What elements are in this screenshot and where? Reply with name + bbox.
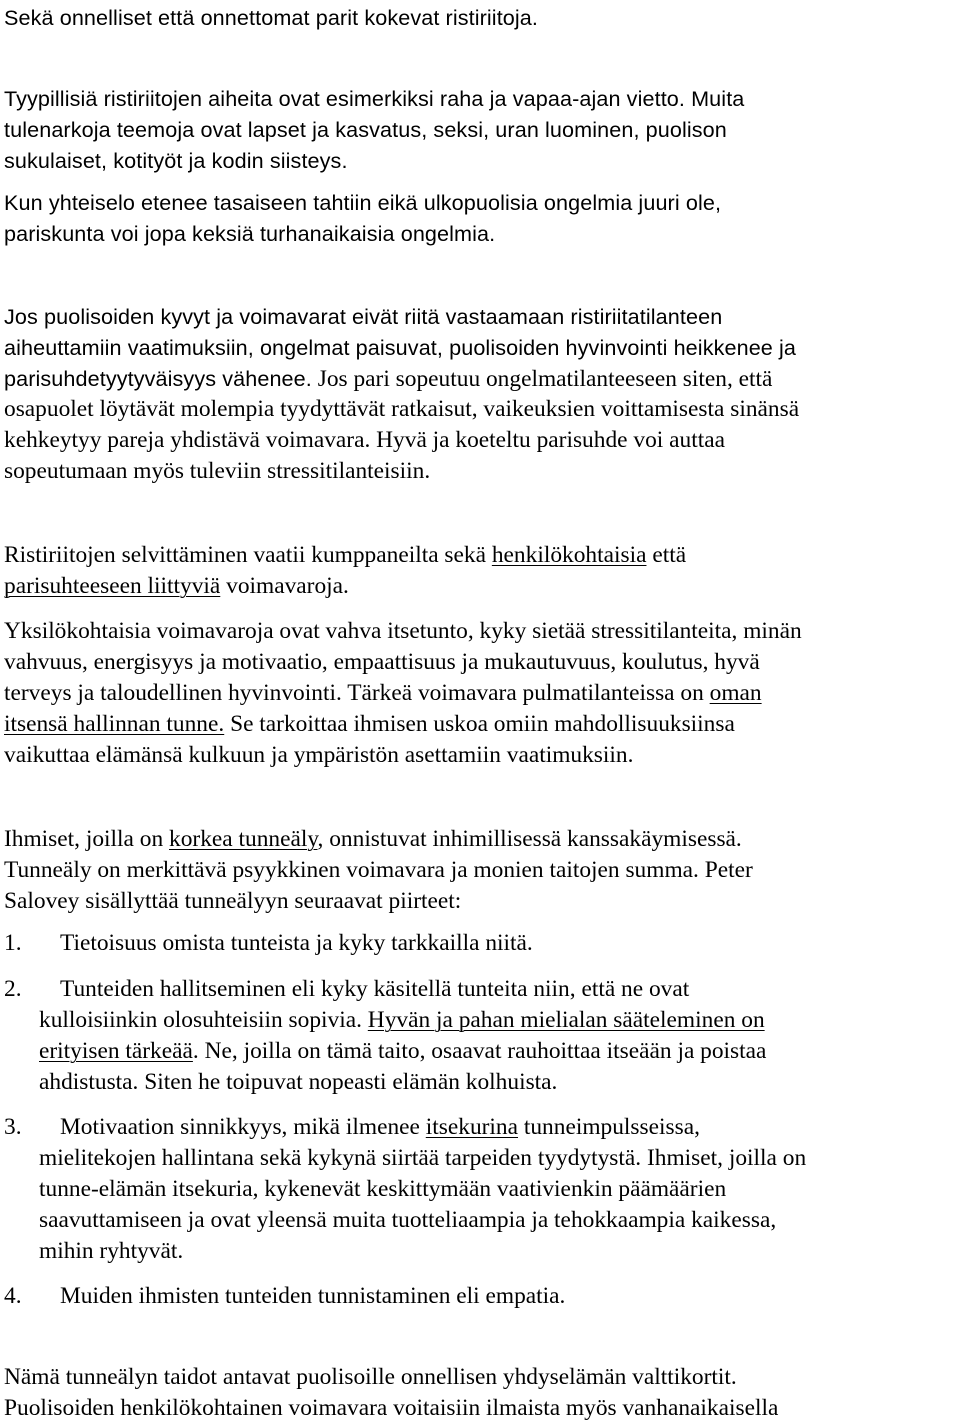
paragraph-emotional-intelligence	[4, 824, 960, 917]
text-segment: kulloisiinkin olosuhteisiin sopivia.	[39, 1007, 368, 1033]
text-line: Muiden ihmisten tunteiden tunnistaminen eli empatia.	[60, 1283, 566, 1309]
text-segment: parisuhdetyytyväisyys vähenee.	[4, 366, 312, 391]
text-segment: Ristiriitojen selvittäminen vaatii kumppaneilta sekä	[4, 542, 492, 568]
text-line: mielitekojen hallintana sekä kykynä siirtää tarpeiden tyydytystä. Ihmiset, joilla on	[39, 1145, 807, 1171]
text-line: sopeutumaan myös tuleviin stressitilanteisiin.	[4, 458, 431, 484]
link-itsekurina[interactable]: itsekurina	[425, 1114, 519, 1140]
text-line: sukulaiset, kotityöt ja kodin siisteys.	[4, 148, 348, 173]
paragraph-resolving-conflicts	[4, 540, 960, 602]
text-segment: Ihmiset, joilla on	[4, 826, 170, 852]
text-segment: että	[646, 542, 687, 568]
list-number: 4.	[4, 1283, 22, 1309]
text-line: Yksilökohtaisia voimavaroja ovat vahva itsetunto, kyky sietää stressitilanteita, minän	[4, 618, 802, 644]
paragraph-closing	[4, 1362, 960, 1424]
text-line: aiheuttamiin vaatimuksiin, ongelmat paisuvat, puolisoiden hyvinvointi heikkenee ja	[4, 335, 797, 360]
text-segment: , onnistuvat inhimillisessä kanssakäymisessä.	[317, 826, 742, 852]
text-line: Jos puolisoiden kyvyt ja voimavarat eivät riitä vastaamaan ristiriitatilanteen	[4, 304, 723, 329]
paragraph-conflict-topics	[4, 83, 960, 176]
list-number: 1.	[4, 930, 22, 956]
text-line: vahvuus, energisyys ja motivaatio, empaattisuus ja mukautuvuus, koulutus, hyvä	[4, 649, 760, 675]
text-line: Salovey sisällyttää tunneälyyn seuraavat piirteet:	[4, 888, 462, 914]
text-segment: terveys ja taloudellinen hyvinvointi. Tärkeä voimavara pulmatilanteissa on	[4, 680, 710, 706]
text-line: tulenarkoja teemoja ovat lapset ja kasvatus, seksi, uran luominen, puolison	[4, 117, 727, 142]
paragraph-intro	[4, 2, 960, 33]
text-line: tunne-elämän itsekuria, kykenevät keskittymään vaativienkin päämäärien	[39, 1176, 727, 1202]
text-line: Sekä onnelliset että onnettomat parit kokevat ristiriitoja.	[4, 5, 539, 30]
text-line: vaikuttaa elämänsä kulkuun ja ympäristön asettamiin vaatimuksiin.	[4, 742, 634, 768]
text-line: mihin ryhtyvät.	[39, 1238, 184, 1264]
link-parisuhteeseen-liittyvia[interactable]: parisuhteeseen liittyviä	[4, 573, 221, 599]
link-mielialan-saateleminen[interactable]: Hyvän ja pahan mielialan säätelеminen on	[367, 1007, 765, 1033]
text-line: pariskunta voi jopa keksiä turhanaikaisia ongelmia.	[4, 221, 496, 246]
text-line: osapuolet löytävät molempia tyydyttävät ratkaisut, vaikeuksien voittamisesta sinänsä	[4, 396, 800, 422]
text-line: Tietoisuus omista tunteista ja kyky tarkkailla niitä.	[60, 930, 533, 956]
text-segment: Jos pari sopeutuu ongelmatilanteeseen siten, että	[311, 366, 773, 392]
link-oman-itsensa-hallinnan-tunne-cont[interactable]: itsensä hallinnan tunne.	[4, 711, 225, 737]
list-number: 2.	[4, 976, 22, 1002]
text-line: Nämä tunneälyn taidot antavat puolisoille onnellisen yhdyselämän valttikortit.	[4, 1364, 737, 1390]
link-oman-itsensa-hallinnan-tunne[interactable]: oman	[709, 680, 762, 706]
text-segment: Motivaation sinnikkyys, mikä ilmenee	[60, 1114, 426, 1140]
list-number: 3.	[4, 1114, 22, 1140]
link-mielialan-saateleminen-cont[interactable]: erityisen tärkeää	[39, 1038, 193, 1064]
text-line: Tunneäly on merkittävä psyykkinen voimavara ja monien taitojen summa. Peter	[4, 857, 753, 883]
text-line: saavuttamiseen ja ovat yleensä muita tuotteliaampia ja tehokkaampia kaikessa,	[39, 1207, 777, 1233]
text-segment: . Ne, joilla on tämä taito, osaavat rauhoittaa itseään ja poistaa	[192, 1038, 767, 1064]
text-line: Tunteiden hallitseminen eli kyky käsitellä tunteita niin, että ne ovat	[60, 976, 690, 1002]
text-line: kehkeytyy pareja yhdistävä voimavara. Hyvä ja koeteltu parisuhde voi auttaa	[4, 427, 725, 453]
text-segment: tunneimpulsseissa,	[518, 1114, 700, 1140]
link-henkilokohtaisia[interactable]: henkilökohtaisia	[491, 542, 647, 568]
text-segment: Se tarkoittaa ihmisen uskoa omiin mahdollisuuksiinsa	[224, 711, 735, 737]
paragraph-invented-problems	[4, 187, 960, 249]
text-line: Tyypillisiä ristiriitojen aiheita ovat esimerkiksi raha ja vapaa-ajan vietto. Muita	[4, 86, 745, 111]
paragraph-individual-resources	[4, 616, 960, 771]
text-line: ahdistusta. Siten he toipuvat nopeasti elämän kolhuista.	[39, 1069, 558, 1095]
text-segment: voimavaroja.	[220, 573, 349, 599]
text-line: Puolisoiden henkilökohtainen voimavara voitaisiin ilmaista myös vanhanaikaisella	[4, 1395, 779, 1421]
text-line: Kun yhteiselo etenee tasaiseen tahtiin eikä ulkopuolisia ongelmia juuri ole,	[4, 190, 722, 215]
paragraph-resources	[4, 301, 960, 487]
link-korkea-tunnealy[interactable]: korkea tunneäly	[169, 826, 318, 852]
